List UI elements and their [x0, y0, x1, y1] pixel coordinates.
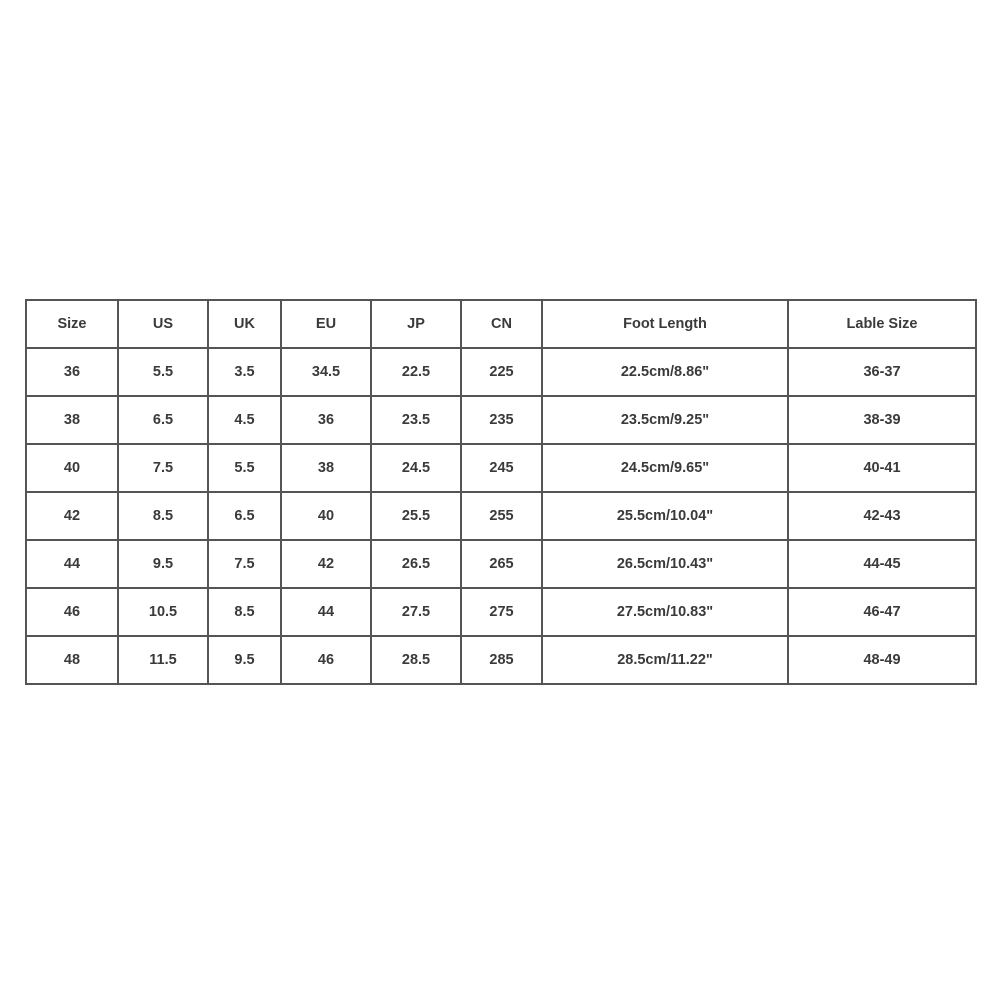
cell-label-size: 44-45: [788, 540, 976, 588]
header-label-size: Lable Size: [788, 300, 976, 348]
cell-size: 36: [26, 348, 118, 396]
cell-jp: 23.5: [371, 396, 461, 444]
cell-uk: 8.5: [208, 588, 281, 636]
cell-foot-length: 26.5cm/10.43": [542, 540, 788, 588]
cell-cn: 255: [461, 492, 542, 540]
table-row: [26, 588, 976, 636]
table-row: [26, 348, 976, 396]
cell-cn: 245: [461, 444, 542, 492]
header-jp: JP: [371, 300, 461, 348]
header-us: US: [118, 300, 208, 348]
cell-uk: 4.5: [208, 396, 281, 444]
cell-label-size: 48-49: [788, 636, 976, 684]
header-cn: CN: [461, 300, 542, 348]
cell-jp: 24.5: [371, 444, 461, 492]
cell-eu: 40: [281, 492, 371, 540]
cell-cn: 285: [461, 636, 542, 684]
cell-cn: 235: [461, 396, 542, 444]
cell-eu: 34.5: [281, 348, 371, 396]
table-row: [26, 444, 976, 492]
cell-us: 11.5: [118, 636, 208, 684]
table-row: [26, 540, 976, 588]
cell-label-size: 38-39: [788, 396, 976, 444]
cell-jp: 27.5: [371, 588, 461, 636]
table-row: [26, 636, 976, 684]
cell-us: 6.5: [118, 396, 208, 444]
cell-us: 8.5: [118, 492, 208, 540]
cell-eu: 42: [281, 540, 371, 588]
cell-size: 48: [26, 636, 118, 684]
cell-us: 10.5: [118, 588, 208, 636]
cell-uk: 6.5: [208, 492, 281, 540]
cell-jp: 25.5: [371, 492, 461, 540]
cell-cn: 265: [461, 540, 542, 588]
cell-uk: 5.5: [208, 444, 281, 492]
cell-foot-length: 27.5cm/10.83": [542, 588, 788, 636]
cell-foot-length: 22.5cm/8.86": [542, 348, 788, 396]
cell-us: 5.5: [118, 348, 208, 396]
header-row: [26, 300, 976, 348]
cell-size: 38: [26, 396, 118, 444]
cell-label-size: 42-43: [788, 492, 976, 540]
cell-size: 44: [26, 540, 118, 588]
cell-foot-length: 23.5cm/9.25": [542, 396, 788, 444]
cell-jp: 28.5: [371, 636, 461, 684]
cell-eu: 36: [281, 396, 371, 444]
cell-size: 40: [26, 444, 118, 492]
cell-uk: 7.5: [208, 540, 281, 588]
header-uk: UK: [208, 300, 281, 348]
cell-uk: 9.5: [208, 636, 281, 684]
cell-foot-length: 28.5cm/11.22": [542, 636, 788, 684]
cell-foot-length: 25.5cm/10.04": [542, 492, 788, 540]
cell-foot-length: 24.5cm/9.65": [542, 444, 788, 492]
cell-size: 42: [26, 492, 118, 540]
cell-jp: 22.5: [371, 348, 461, 396]
cell-us: 9.5: [118, 540, 208, 588]
cell-label-size: 40-41: [788, 444, 976, 492]
cell-cn: 225: [461, 348, 542, 396]
cell-size: 46: [26, 588, 118, 636]
header-size: Size: [26, 300, 118, 348]
table-row: [26, 492, 976, 540]
cell-label-size: 46-47: [788, 588, 976, 636]
cell-eu: 46: [281, 636, 371, 684]
cell-uk: 3.5: [208, 348, 281, 396]
header-eu: EU: [281, 300, 371, 348]
cell-cn: 275: [461, 588, 542, 636]
cell-label-size: 36-37: [788, 348, 976, 396]
cell-eu: 38: [281, 444, 371, 492]
size-chart-table: [25, 299, 977, 685]
table-row: [26, 396, 976, 444]
cell-us: 7.5: [118, 444, 208, 492]
header-foot-length: Foot Length: [542, 300, 788, 348]
cell-jp: 26.5: [371, 540, 461, 588]
cell-eu: 44: [281, 588, 371, 636]
